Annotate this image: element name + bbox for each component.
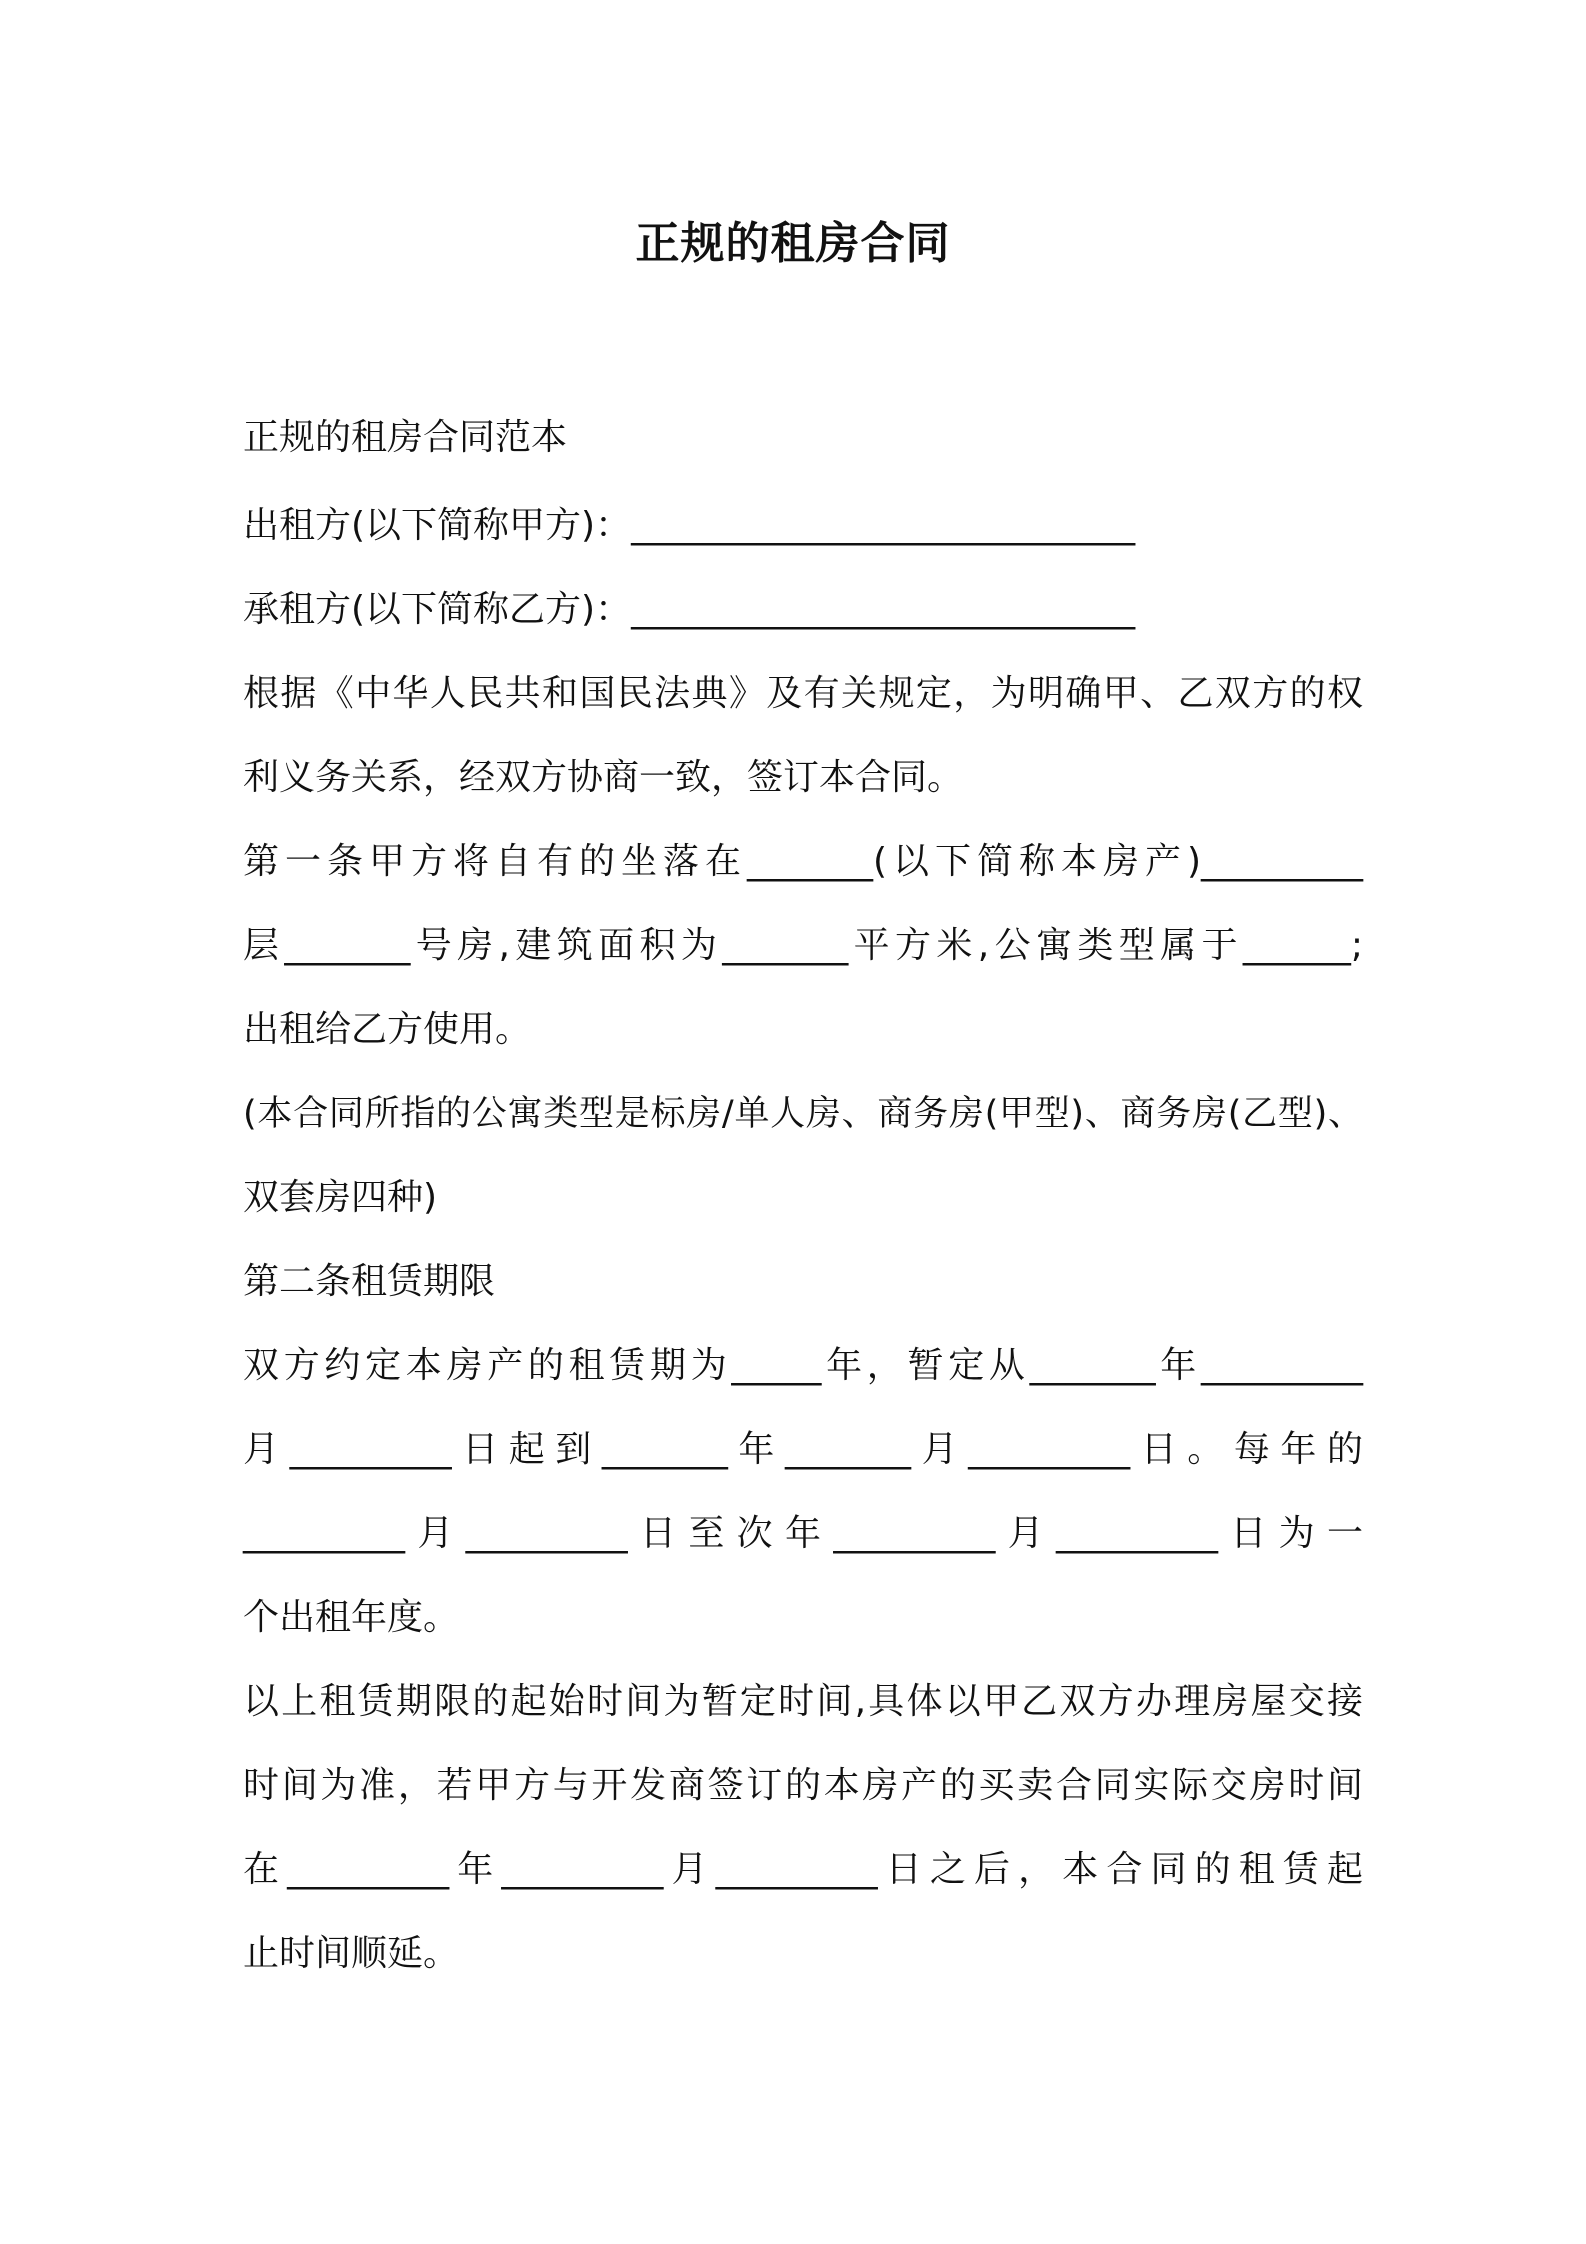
paragraph-line: _________月_________日至次年_________月_________日为一	[243, 1513, 1363, 1554]
paragraph-line: 双套房四种)	[243, 1177, 438, 1218]
paragraph-line: 个出租年度。	[243, 1597, 460, 1638]
paragraph-line: 根据《中华人民共和国民法典》及有关规定，为明确甲、乙双方的权	[243, 673, 1363, 714]
paragraph-line: 层_______号房,建筑面积为_______平方米,公寓类型属于______;	[243, 925, 1363, 966]
paragraph-line: 出租给乙方使用。	[243, 1009, 532, 1050]
paragraph-line: 第一条甲方将自有的坐落在_______(以下简称本房产)_________	[243, 841, 1363, 882]
paragraph-line: 在_________年_________月_________日之后，本合同的租赁起	[243, 1849, 1363, 1890]
paragraph-line: 月_________日起到_______年_______月_________日。每年的	[243, 1429, 1363, 1470]
lessee-line: 承租方(以下简称乙方)：____________________________	[243, 589, 1136, 630]
section-heading: 第二条租赁期限	[243, 1261, 496, 1302]
paragraph-line: 止时间顺延。	[243, 1933, 460, 1974]
lessor-line: 出租方(以下简称甲方)：____________________________	[243, 505, 1136, 546]
paragraph-line: 利义务关系，经双方协商一致，签订本合同。	[243, 757, 964, 798]
subtitle-line: 正规的租房合同范本	[243, 417, 568, 458]
paragraph-line: (本合同所指的公寓类型是标房/单人房、商务房(甲型)、商务房(乙型)、	[243, 1094, 1363, 1134]
paragraph-line: 双方约定本房产的租赁期为_____年，暂定从_______年_________	[243, 1345, 1363, 1386]
paragraph-line: 以上租赁期限的起始时间为暂定时间,具体以甲乙双方办理房屋交接	[243, 1681, 1363, 1722]
document-title: 正规的租房合同	[635, 218, 951, 269]
paragraph-line: 时间为准，若甲方与开发商签订的本房产的买卖合同实际交房时间	[243, 1765, 1363, 1806]
